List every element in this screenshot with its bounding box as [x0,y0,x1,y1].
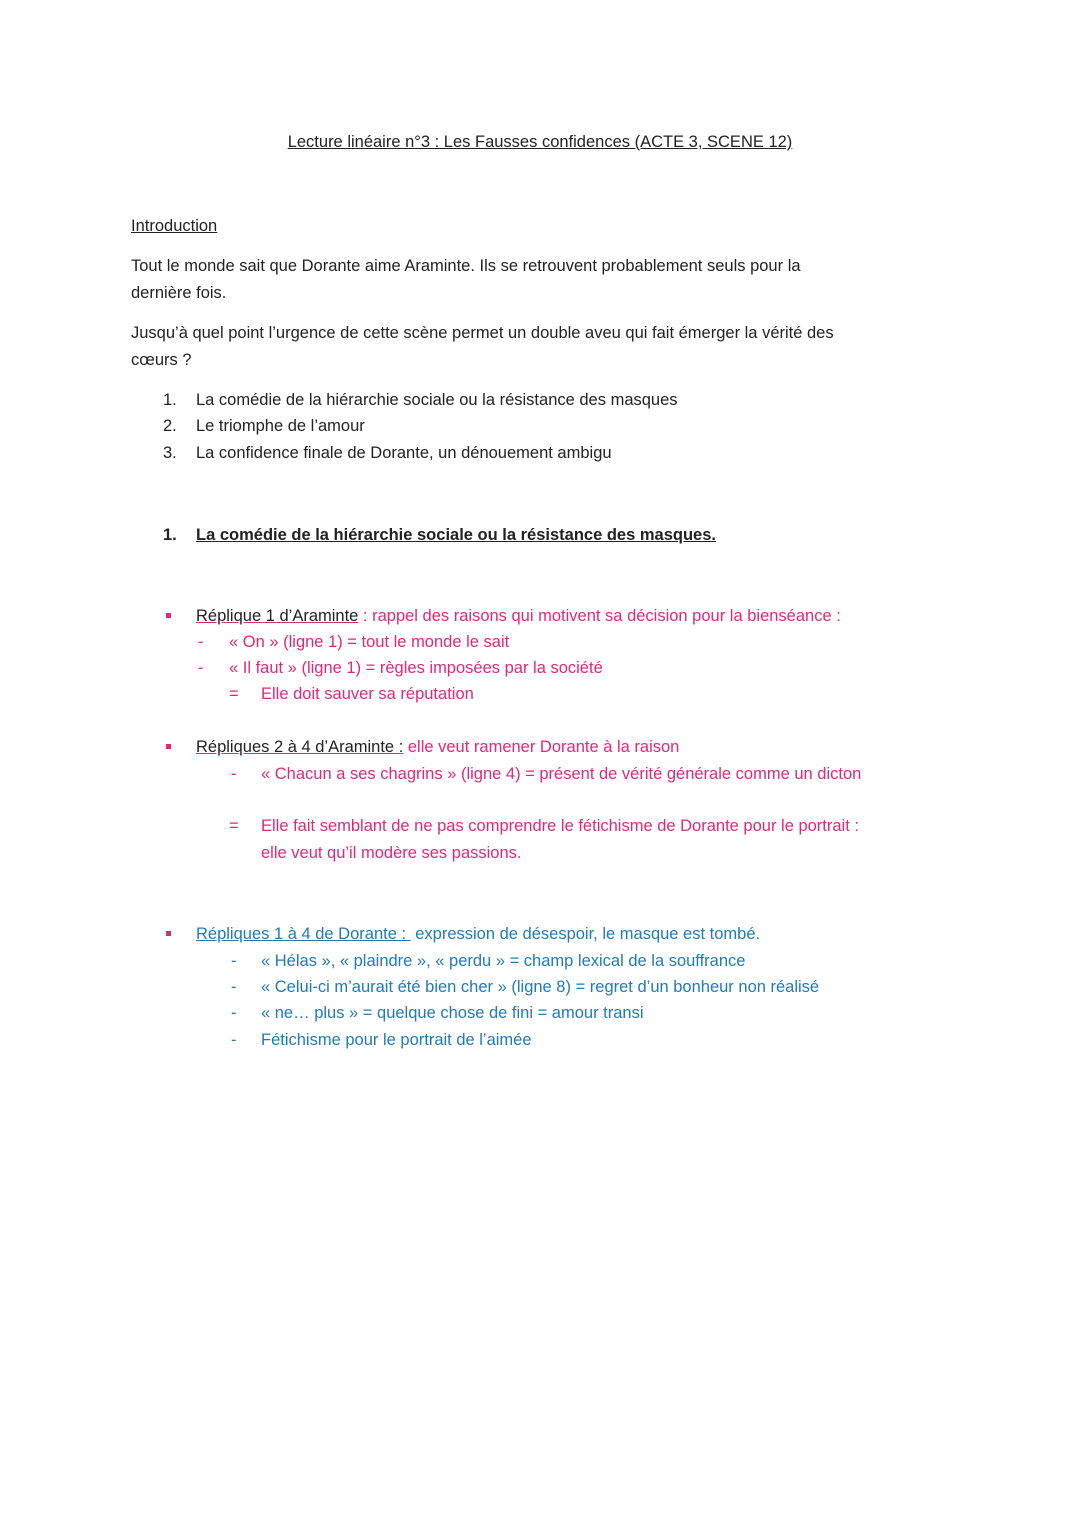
plan-item-text: La confidence finale de Dorante, un dénouement ambigu [196,444,612,462]
replique-2-description: elle veut ramener Dorante à la raison [403,738,680,756]
replique-3-description: expression de désespoir, le masque est tombé. [410,925,761,943]
plan-item-text: Le triomphe de l’amour [196,417,365,435]
part-1-number: 1. [163,526,177,544]
replique-3-label: Répliques 1 à 4 de Dorante : [196,925,411,943]
plan-item-number: 1. [163,391,177,409]
introduction-heading: Introduction [131,217,218,235]
square-bullet-icon [166,931,171,936]
dash-marker: - [231,952,237,970]
replique-2-item: « Chacun a ses chagrins » (ligne 4) = présent de vérité générale comme un dicton [261,765,862,783]
replique-3-line [196,921,760,948]
replique-3-item: Fétichisme pour le portrait de l’aimée [261,1031,532,1049]
dash-marker: - [231,978,237,996]
replique-2-conclusion-line-1: Elle fait semblant de ne pas comprendre le fétichisme de Dorante pour le portrait : [261,817,859,835]
replique-1-description: : rappel des raisons qui motivent sa décision pour la bienséance : [358,607,841,625]
replique-1-line [196,603,841,630]
replique-1-item: « On » (ligne 1) = tout le monde le sait [229,633,510,651]
equals-marker: = [229,685,239,703]
intro-paragraph-2-line-2: cœurs ? [131,351,192,369]
part-1-heading: La comédie de la hiérarchie sociale ou la résistance des masques. [196,526,716,544]
plan-item-number: 2. [163,417,177,435]
plan-item-number: 3. [163,444,177,462]
dash-marker: - [198,659,204,677]
square-bullet-icon [166,744,171,749]
replique-1-conclusion: Elle doit sauver sa réputation [261,685,474,703]
dash-marker: - [231,765,237,783]
replique-2-conclusion-line-2: elle veut qu’il modère ses passions. [261,844,522,862]
replique-2-line [196,734,679,761]
replique-3-item: « ne… plus » = quelque chose de fini = amour transi [261,1004,644,1022]
plan-item-text: La comédie de la hiérarchie sociale ou la résistance des masques [196,391,678,409]
equals-marker: = [229,817,239,835]
dash-marker: - [198,633,204,651]
document-title: Lecture linéaire n°3 : Les Fausses confidences (ACTE 3, SCENE 12) [287,133,793,151]
intro-paragraph-2-line-1: Jusqu’à quel point l’urgence de cette scène permet un double aveu qui fait émerger la vérité des [131,324,834,342]
replique-3-item: « Hélas », « plaindre », « perdu » = champ lexical de la souffrance [261,952,746,970]
replique-2-label: Répliques 2 à 4 d’Araminte : [196,738,404,756]
square-bullet-icon [166,613,171,618]
replique-1-item: « Il faut » (ligne 1) = règles imposées par la société [229,659,603,677]
dash-marker: - [231,1004,237,1022]
replique-1-label: Réplique 1 d’Araminte [196,607,359,625]
dash-marker: - [231,1031,237,1049]
intro-paragraph-1-line-1: Tout le monde sait que Dorante aime Araminte. Ils se retrouvent probablement seuls pour la [131,257,801,275]
intro-paragraph-1-line-2: dernière fois. [131,284,227,302]
replique-3-item: « Celui-ci m’aurait été bien cher » (ligne 8) = regret d’un bonheur non réalisé [261,978,820,996]
